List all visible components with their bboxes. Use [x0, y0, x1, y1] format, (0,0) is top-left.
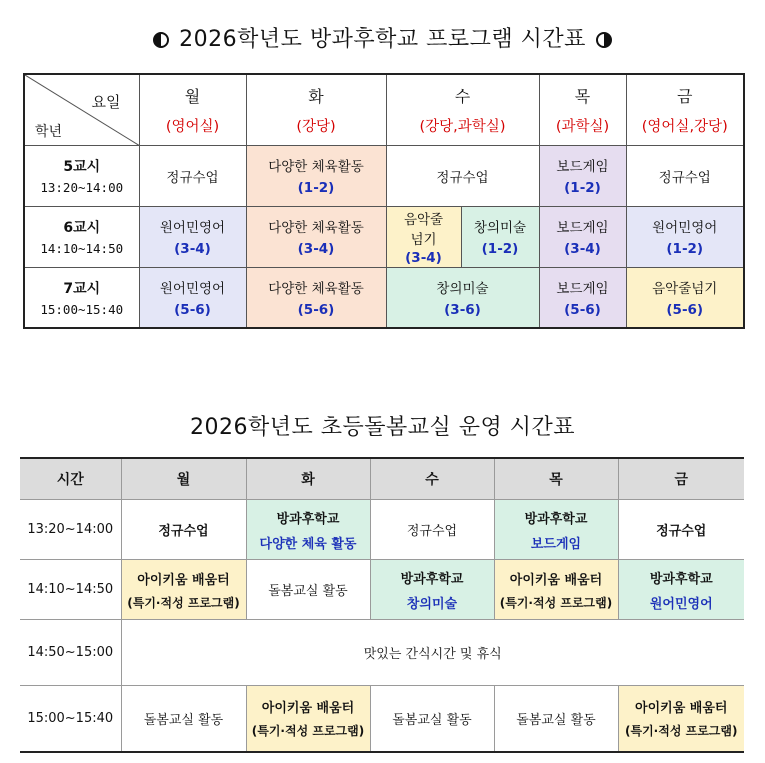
cell-p7-mon — [139, 267, 246, 328]
program-name: 원어민영어 — [159, 280, 226, 297]
room-label: (과학실) — [555, 118, 610, 135]
program-name: 원어민영어 — [159, 220, 226, 236]
period-name: 7교시 — [63, 280, 101, 297]
corner-cell — [24, 74, 139, 145]
cell-r1-mon: 정규수업 — [121, 500, 246, 560]
cell-r4-wed: 돌봄교실 활동 — [370, 686, 494, 752]
cell-p7-fri — [626, 267, 744, 328]
program-name: 창의미술 — [473, 220, 527, 236]
header-wed: 수 — [370, 458, 494, 500]
cell-p5-mon — [139, 145, 246, 206]
cell-p6-wed-b — [461, 206, 539, 267]
cell-p5-tue — [246, 145, 386, 206]
cell-p5-fri — [626, 145, 744, 206]
header-fri: 금 — [618, 458, 744, 500]
program-name: 다양한 체육활동 — [268, 159, 364, 175]
cell-r4-fri — [618, 686, 744, 752]
cell-r2-wed — [370, 560, 494, 620]
header-mon: 월 — [121, 458, 246, 500]
cell-line2: 원어민영어 — [649, 596, 713, 612]
cell-p6-wed-a — [386, 206, 461, 267]
header-thu: 목 — [494, 458, 618, 500]
header-time: 시간 — [20, 458, 121, 500]
grade-range: (3-4) — [564, 241, 601, 257]
header-tue: 화 — [246, 458, 370, 500]
period-row-5 — [24, 145, 744, 206]
cell-line2: 보드게임 — [530, 536, 582, 552]
program-name: 다양한 체육활동 — [268, 220, 364, 236]
cell-line2: (특기·적성 프로그램) — [499, 595, 613, 610]
corner-day-label: 요일 — [91, 93, 121, 111]
cell-line2: (특기·적성 프로그램) — [251, 724, 365, 739]
cell-line1: 아이키움 배움터 — [261, 701, 355, 717]
cell-r2-tue: 돌봄교실 활동 — [246, 560, 370, 620]
cell-line1: 아이키움 배움터 — [509, 572, 603, 588]
time-cell: 15:00~15:40 — [20, 686, 121, 752]
cell-line2: (특기·적성 프로그램) — [127, 595, 240, 610]
cell-p6-thu — [539, 206, 626, 267]
grade-range: (5-6) — [564, 301, 601, 318]
period-cell — [24, 206, 139, 267]
carecenter-table — [20, 457, 744, 753]
program-name-line2: 넘기 — [410, 231, 437, 248]
time-cell: 14:10~14:50 — [20, 560, 121, 620]
cell-r2-thu — [494, 560, 618, 620]
program-name: 정규수업 — [658, 169, 711, 186]
cell-r4-mon: 돌봄교실 활동 — [121, 686, 246, 752]
afterschool-table — [23, 73, 745, 329]
cell-r2-mon — [121, 560, 246, 620]
day-header-thu — [539, 74, 626, 145]
cell-line2: 창의미술 — [406, 596, 458, 612]
day-label: 금 — [677, 86, 693, 106]
afterschool-title — [0, 22, 765, 53]
room-label: (강당,과학실) — [419, 118, 506, 135]
cell-r1-thu — [494, 500, 618, 560]
day-header-tue — [246, 74, 386, 145]
grade-range: (1-2) — [481, 241, 519, 257]
room-label: (강당) — [296, 118, 336, 135]
program-name: 보드게임 — [556, 159, 609, 175]
cell-line1: 방과후학교 — [649, 571, 713, 587]
cell-r1-tue — [246, 500, 370, 560]
program-name: 정규수업 — [166, 169, 219, 186]
cell-line1: 방과후학교 — [400, 571, 464, 587]
grade-range: (5-6) — [174, 301, 211, 318]
program-name: 원어민영어 — [652, 220, 718, 236]
cell-p6-tue — [246, 206, 386, 267]
program-name: 음악줄 — [403, 211, 444, 228]
day-label: 수 — [454, 86, 471, 106]
period-time: 13:20~14:00 — [40, 180, 124, 195]
time-cell: 13:20~14:00 — [20, 500, 121, 560]
cell-r2-fri — [618, 560, 744, 620]
half-circle-right-icon — [596, 32, 612, 48]
cell-line1: 아이키움 배움터 — [635, 701, 728, 717]
room-label: (영어실,강당) — [641, 118, 728, 135]
program-name: 정규수업 — [436, 169, 489, 186]
grade-range: (3-6) — [444, 301, 481, 318]
care-row-3 — [20, 620, 744, 686]
cell-p6-mon — [139, 206, 246, 267]
grade-range: (5-6) — [297, 301, 335, 318]
header-row — [24, 74, 744, 145]
day-label: 월 — [184, 86, 201, 106]
care-row-1 — [20, 500, 744, 560]
program-name: 음악줄넘기 — [652, 280, 718, 297]
grade-range: (1-2) — [297, 180, 335, 196]
room-label: (영어실) — [165, 118, 220, 135]
period-time: 14:10~14:50 — [40, 241, 124, 256]
corner-grade-label: 학년 — [35, 123, 63, 140]
period-cell — [24, 267, 139, 328]
time-cell: 14:50~15:00 — [20, 620, 121, 686]
cell-line2: 다양한 체육 활동 — [259, 536, 357, 552]
day-header-mon — [139, 74, 246, 145]
period-time: 15:00~15:40 — [40, 301, 124, 317]
cell-p5-thu — [539, 145, 626, 206]
header-row — [20, 458, 744, 500]
cell-line1: 방과후학교 — [524, 511, 588, 527]
day-label: 목 — [574, 86, 591, 106]
period-row-7 — [24, 267, 744, 328]
cell-r1-wed: 정규수업 — [370, 500, 494, 560]
cell-r1-fri: 정규수업 — [618, 500, 744, 560]
day-header-wed — [386, 74, 539, 145]
cell-p7-tue — [246, 267, 386, 328]
grade-range: (3-4) — [174, 241, 211, 257]
care-row-4 — [20, 686, 744, 752]
cell-r4-thu: 돌봄교실 활동 — [494, 686, 618, 752]
carecenter-title: 2026학년도 초등돌봄교실 운영 시간표 — [190, 415, 575, 440]
cell-line1: 아이키움 배움터 — [137, 572, 230, 588]
period-row-6 — [24, 206, 744, 267]
program-name: 다양한 체육활동 — [268, 280, 364, 297]
care-row-2 — [20, 560, 744, 620]
cell-line1: 방과후학교 — [276, 511, 340, 527]
cell-p6-fri — [626, 206, 744, 267]
program-name: 보드게임 — [556, 220, 609, 236]
afterschool-title-text: 2026학년도 방과후학교 프로그램 시간표 — [179, 27, 586, 52]
day-label: 화 — [308, 86, 324, 106]
program-name: 보드게임 — [556, 280, 609, 297]
cell-p7-wed — [386, 267, 539, 328]
cell-line2: (특기·적성 프로그램) — [625, 724, 738, 739]
cell-p5-wed — [386, 145, 539, 206]
period-name: 6교시 — [63, 220, 101, 236]
cell-r3-snack: 맛있는 간식시간 및 휴식 — [121, 620, 744, 686]
period-name: 5교시 — [63, 159, 101, 175]
period-cell — [24, 145, 139, 206]
grade-range: (3-4) — [405, 249, 442, 266]
cell-r4-tue — [246, 686, 370, 752]
half-circle-left-icon — [153, 32, 169, 48]
grade-range: (1-2) — [564, 180, 601, 196]
cell-p7-thu — [539, 267, 626, 328]
grade-range: (5-6) — [666, 301, 704, 318]
program-name: 창의미술 — [436, 280, 489, 297]
grade-range: (1-2) — [666, 241, 704, 257]
day-header-fri — [626, 74, 744, 145]
grade-range: (3-4) — [297, 241, 335, 257]
